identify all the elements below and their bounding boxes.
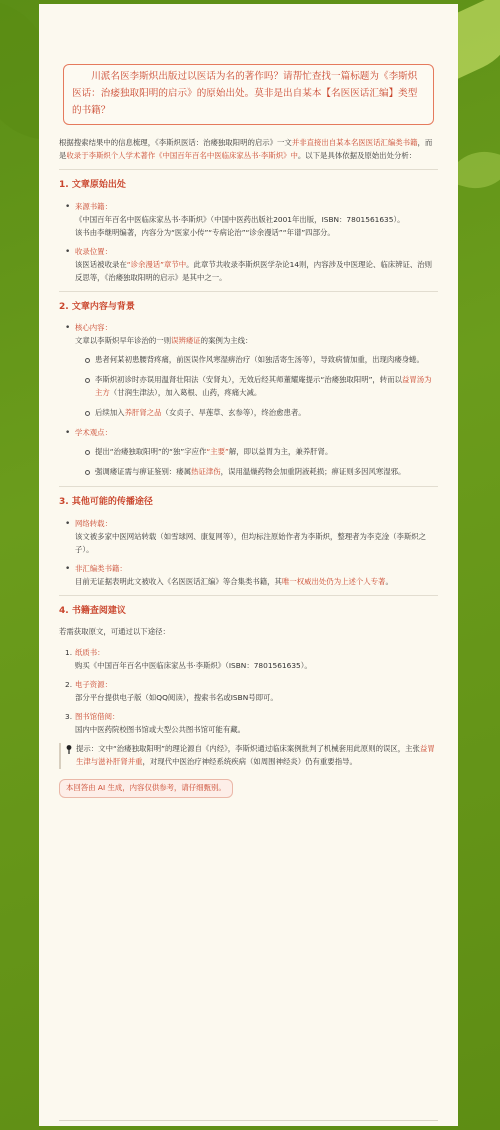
section-title: 1. 文章原始出处 [59,180,126,191]
bullet-list [59,201,438,285]
bullet-list [59,322,438,479]
item-label: • 非汇编类书籍： [75,563,127,573]
item-label: 纸质书： [75,648,105,658]
answer-intro: 根据搜索结果中的信息梳理，《李斯炽医话：治痿独取阳明的启示》一文并非直接出自某本名医医话汇编类书籍，而是收录于李斯炽个人学术著作《中国百年百名中医临床家丛书·李斯炽》中。以下是具体依据及原始出处分析： [59,138,433,161]
item-label: • 网络转载： [75,518,112,528]
item-label: • 收录位置： [75,246,112,256]
section-title: 2. 文章内容与背景 [59,301,135,312]
numbered-list [59,647,438,737]
bullet-list [59,518,438,589]
sub-list-item: 提出“治痿独取阳明”的“独”字应作“主要”解，即以益胃为主，兼养肝肾。 [95,446,438,459]
divider [59,169,438,170]
item-label: • 核心内容： [75,323,112,333]
list-item: 3. 图书馆借阅： 国内中医药院校图书馆或大型公共图书馆可能有藏。 [75,711,438,737]
user-question: 川派名医李斯炽出版过以医话为名的著作吗？请帮忙查找一篇标题为《李斯炽医话：治痿独取阳明的启示》的原始出处。莫非是出自某本【名医医话汇编】类型的书籍？ [63,64,434,125]
tip-note: 提示：文中“治痿独取阳明”的理论源自《内经》，李斯炽通过临床案例批判了机械套用此原则的误区，主张益胃生津与滋补肝肾并重，对现代中医治疗神经系统疾病（如周围神经炎）仍有重要指导。 [59,743,438,769]
list-item [75,427,438,479]
divider [59,486,438,487]
sub-list [75,354,438,420]
sub-list [75,446,438,479]
list-item: 2. 电子资源： 部分平台提供电子版（如QQ阅读），搜索书名或ISBN号即可。 [75,679,438,705]
list-item: 1. 纸质书： 购买《中国百年百名中医临床家丛书·李斯炽》（ISBN：7801561635）。 [75,647,438,673]
list-item: • 来源书籍： 《中国百年百名中医临床家丛书·李斯炽》（中国中医药出版社2001年出版，ISBN：7801561635）。 该书由李继明编著，内容分为“医家小传”“专病论治”“诊余漫话”“年谱”四部分。 [75,201,438,240]
section-title: 3. 其他可能的传播途径 [59,497,153,508]
list-item: • 收录位置： 该医话被收录在“诊余漫话”章节中。此章节共收录李斯炽医学杂论14则，内容涉及中医理论、临床辨证、治则反思等，《治痿独取阳明的启示》是其中之一。 [75,246,438,285]
sub-list-item: 李斯炽初诊时亦误用温肾壮阳法（安肾丸），无效后经其师董耀庵提示“治痿独取阳明”，转而以益胃汤为主方（甘润生津法），加入葛根、山药，疼痛大减。 [95,374,438,400]
divider [59,1120,438,1121]
divider [59,291,438,292]
section-lead: 若需获取原文，可通过以下途径： [59,627,170,637]
pin-icon [66,743,74,759]
item-label: 电子资源： [75,680,112,690]
list-item: • 网络转载： 该文被多家中医网站转载（如雪球网、康复网等），但均标注原始作者为李斯炽，整理者为李克淦（李斯炽之子）。 [75,518,438,557]
ai-disclaimer-badge: 本回答由 AI 生成，内容仅供参考，请仔细甄别。 [59,779,233,798]
sub-list-item: 强调痿证需与痹证鉴别：痿属热证津伤，误用温燥药物会加重阴液耗损；痹证则多因风寒湿邪。 [95,466,438,479]
item-label: • 学术观点： [75,428,112,438]
list-item: • 非汇编类书籍： 目前无证据表明此文被收入《名医医话汇编》等合集类书籍，其唯一权威出处仍为上述个人专著。 [75,563,438,589]
sub-list-item: 患者何某初患腰背疼痛，前医误作风寒湿痹治疗（如独活寄生汤等），导致病情加重，出现肉痿身蜷。 [95,354,438,367]
sub-list-item: 后续加入养肝肾之品（女贞子、旱莲草、玄参等），终治愈患者。 [95,407,438,420]
answer-panel [39,4,458,1126]
item-label: 图书馆借阅： [75,712,120,722]
divider [59,595,438,596]
list-item: • 核心内容： 文章以李斯炽早年诊治的一则误辨痿证的案例为主线： 患者何某初患腰背疼痛，前医误作风寒湿痹治疗（如独活寄生汤等），导致病情加重，出现肉痿身蜷。 李斯炽初诊时亦误用温肾壮阳法（安肾丸），无效后经其师董耀庵提示“治痿独取阳明”，转而以益胃汤为主方（甘润生津法），加入葛根、山药，疼痛大减。 后续加入养肝肾之品（女贞子、旱莲草、玄参等），终治愈患者。 [75,322,438,420]
item-label: • 来源书籍： [75,202,112,211]
section-title: 4. 书籍查阅建议 [59,605,126,616]
